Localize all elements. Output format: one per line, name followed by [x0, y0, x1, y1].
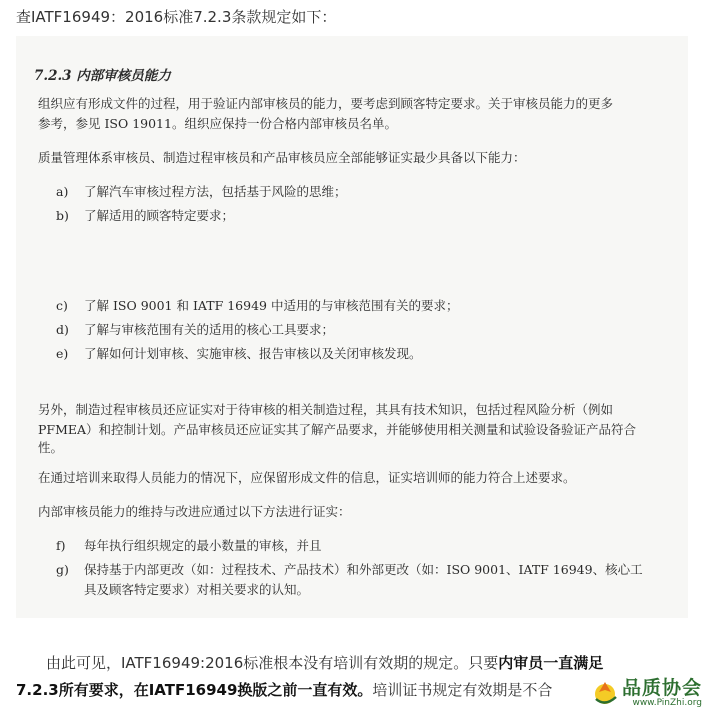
list-item-marker: f) — [56, 538, 66, 553]
conclusion-bold-text: 7.2.3所有要求，在IATF16949换版之前一直有效。 — [16, 681, 373, 699]
clause-para5: 内部审核员能力的维持与改进应通过以下方法进行证实： — [38, 504, 351, 519]
list-item-marker: d) — [56, 322, 69, 337]
list-item — [56, 182, 668, 202]
list-item-text: 每年执行组织规定的最小数量的审核，并且 — [84, 538, 322, 553]
list-item — [56, 296, 668, 316]
watermark-url: www.PinZhi.org — [632, 698, 702, 708]
list-item — [56, 560, 668, 580]
list-item — [56, 320, 668, 340]
list-item-marker: a) — [56, 184, 69, 199]
list-item-text: 保持基于内部更改（如：过程技术、产品技术）和外部更改（如：ISO 9001、IATF 16949、核心工 — [84, 562, 643, 577]
list-item-text: 了解与审核范围有关的适用的核心工具要求； — [84, 322, 335, 337]
list-item-text: 了解 ISO 9001 和 IATF 16949 中适用的与审核范围有关的要求； — [84, 298, 459, 313]
list-item-marker: c) — [56, 298, 68, 313]
clause-para4: 在通过培训来取得人员能力的情况下，应保留形成文件的信息，证实培训师的能力符合上述要求。 — [38, 470, 576, 485]
clause-para2: 质量管理体系审核员、制造过程审核员和产品审核员应全部能够证实最少具备以下能力： — [38, 150, 526, 165]
conclusion-text: 培训证书规定有效期是不合 — [372, 681, 553, 699]
list-item-text: 了解适用的顾客特定要求； — [84, 208, 235, 223]
list-item-marker: g) — [56, 562, 69, 577]
scanned-clause-image — [16, 36, 688, 618]
list-item-continuation: 具及顾客特定要求）对相关要求的认知。 — [84, 582, 310, 597]
conclusion-bold-text: 内审员一直满足 — [498, 654, 604, 672]
list-item — [56, 206, 668, 226]
intro-text: 查IATF16949：2016标准7.2.3条款规定如下： — [16, 8, 337, 26]
list-item-marker: e) — [56, 346, 69, 361]
clause-heading: 7.2.3 内部审核员能力 — [34, 68, 171, 84]
list-item-text: 了解汽车审核过程方法，包括基于风险的思维； — [84, 184, 347, 199]
clause-para3-line3: 性。 — [38, 440, 64, 455]
pinzhi-logo-icon — [592, 679, 622, 707]
watermark-title: 品质协会 — [621, 677, 702, 699]
list-item — [56, 344, 668, 364]
list-item-text: 了解如何计划审核、实施审核、报告审核以及关闭审核发现。 — [84, 346, 422, 361]
list-item-marker: b) — [56, 208, 69, 223]
list-item — [56, 536, 668, 556]
clause-para3-line2: PFMEA）和控制计划。产品审核员还应证实其了解产品要求，并能够使用相关测量和试验设备验证产品符合 — [38, 422, 637, 437]
clause-para3-line1: 另外，制造过程审核员还应证实对于待审核的相关制造过程，其具有技术知识，包括过程风险分析（例如 — [38, 402, 614, 417]
clause-para1-line2: 参考，参见 ISO 19011。组织应保持一份合格内部审核员名单。 — [38, 116, 397, 131]
clause-para1-line1: 组织应有形成文件的过程，用于验证内部审核员的能力，要考虑到顾客特定要求。关于审核员能力的更多 — [38, 96, 614, 111]
conclusion-text: 由此可见，IATF16949:2016标准根本没有培训有效期的规定。只要 — [46, 654, 499, 672]
watermark-logo — [592, 678, 702, 708]
